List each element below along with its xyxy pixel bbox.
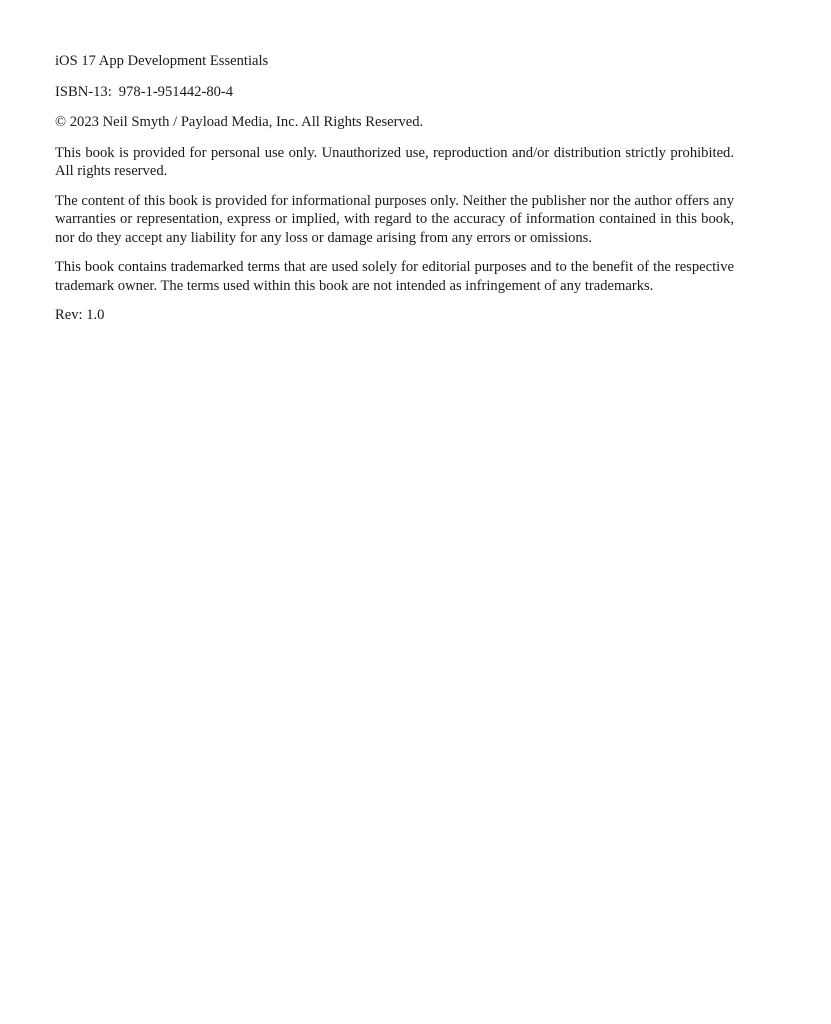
disclaimer-paragraph: The content of this book is provided for informational purposes only. Neither the publisher nor the author offers any warranties or representation, express or implied, with regard to the accuracy of information contained in this book, nor do they accept any liability for any loss or damage arising from any errors or omissions. (55, 192, 734, 246)
personal-use-notice: This book is provided for personal use only. Unauthorized use, reproduction and/or distribution strictly prohibited. All rights reserved. (55, 144, 734, 179)
book-title: iOS 17 App Development Essentials (55, 53, 269, 69)
copyright-notice: © 2023 Neil Smyth / Payload Media, Inc. All Rights Reserved. (55, 114, 424, 130)
isbn-value: 978-1-951442-80-4 (118, 83, 234, 100)
isbn-line (55, 83, 734, 102)
revision-label: Rev: 1.0 (55, 307, 105, 323)
copyright-page (55, 52, 734, 337)
trademark-notice: This book contains trademarked terms that are used solely for editorial purposes and to the benefit of the respective trademark owner. The terms used within this book are not intended as infringement of any trademarks. (55, 259, 734, 294)
isbn-label: ISBN-13: (55, 83, 112, 100)
